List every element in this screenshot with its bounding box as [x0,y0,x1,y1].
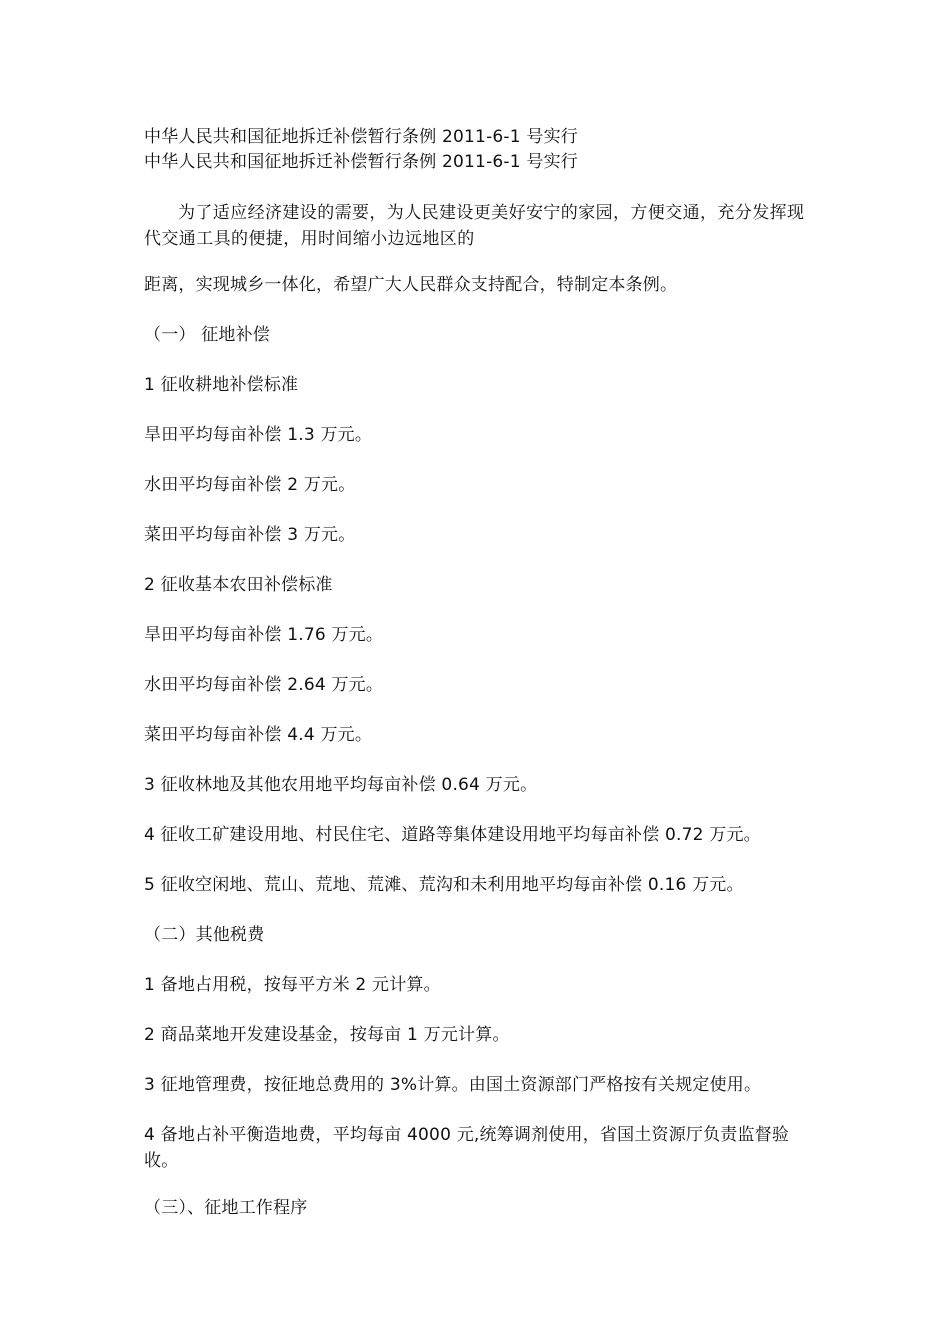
list-item: 2 商品菜地开发建设基金，按每亩 1 万元计算。 [144,1025,510,1045]
list-item: 5 征收空闲地、荒山、荒地、荒滩、荒沟和未利用地平均每亩补偿 0.16 万元。 [144,875,744,895]
list-item: 旱田平均每亩补偿 1.3 万元。 [144,425,373,445]
list-item: 水田平均每亩补偿 2 万元。 [144,475,356,495]
list-item: 4 备地占补平衡造地费，平均每亩 4000 元,统筹调剂使用，省国土资源厅负责监督验收。 [144,1125,790,1171]
list-item: 旱田平均每亩补偿 1.76 万元。 [144,625,384,645]
list-item: 3 征地管理费，按征地总费用的 3%计算。由国土资源部门严格按有关规定使用。 [144,1075,762,1095]
list-item: 3 征收林地及其他农用地平均每亩补偿 0.64 万元。 [144,775,538,795]
list-item: 4 征收工矿建设用地、村民住宅、道路等集体建设用地平均每亩补偿 0.72 万元。 [144,825,761,845]
item-title-farmland: 1 征收耕地补偿标准 [144,375,299,395]
section-heading-other-fees: （二）其他税费 [144,925,265,945]
intro-paragraph: 为了适应经济建设的需要，为人民建设更美好安宁的家园，方便交通，充分发挥现代交通工具的便捷，用时间缩小边远地区的 [144,203,805,249]
document-title-repeat: 中华人民共和国征地拆迁补偿暂行条例 2011-6-1 号实行 [144,152,578,172]
list-item: 1 备地占用税，按每平方米 2 元计算。 [144,975,441,995]
list-item: 菜田平均每亩补偿 4.4 万元。 [144,725,373,745]
intro-paragraph-continued: 距离，实现城乡一体化，希望广大人民群众支持配合，特制定本条例。 [144,275,678,295]
section-heading-procedure: （三）、征地工作程序 [144,1198,308,1218]
list-item: 菜田平均每亩补偿 3 万元。 [144,525,356,545]
list-item: 水田平均每亩补偿 2.64 万元。 [144,675,384,695]
item-title-basic-farmland: 2 征收基本农田补偿标准 [144,575,333,595]
section-heading-compensation: （一） 征地补偿 [144,325,271,345]
document-title: 中华人民共和国征地拆迁补偿暂行条例 2011-6-1 号实行 [144,127,578,147]
